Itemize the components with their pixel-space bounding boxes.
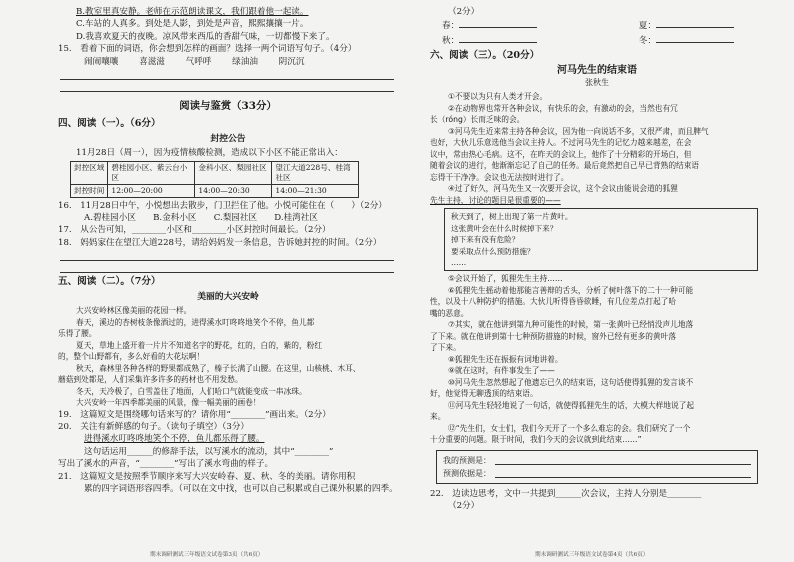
page-footer-left: 期末调研测试三年级语文试卷第3页（共6页） bbox=[150, 552, 264, 558]
q20-question: 20. 关注有新鲜感的句子。（读句子填空）（3分） bbox=[58, 422, 250, 432]
table-cell: 望江大道228号、桂湾社区 bbox=[272, 161, 359, 184]
table-cell: 12:00—20:00 bbox=[108, 184, 195, 197]
passage-line: 也好，大伙儿乐意选他当会议主持人。不过河马先生的记忆力越来越差，在会 bbox=[430, 138, 692, 148]
answer-line[interactable] bbox=[60, 261, 394, 273]
passage-line: 长（róng）长而乏味的会。 bbox=[430, 115, 525, 125]
passage-line: 大兴安岭林区像美丽的花园一样。 bbox=[76, 306, 192, 316]
q18-question: 18. 妈妈家住在望江大道228号，请给妈妈发一条信息，告诉她封控的时间。（2分） bbox=[58, 237, 382, 248]
q16-options: A.碧桂园小区 B.金科小区 C.梨园社区 D.桂湾社区 bbox=[84, 213, 318, 224]
meeting-topic-box bbox=[444, 208, 758, 271]
passage-line: ⑧狐狸先生还在振振有词地讲着。 bbox=[448, 354, 563, 364]
table-cell: 14:00—20:30 bbox=[195, 184, 272, 197]
passage-line: ⑥狐狸先生摇动着他那能言善辩的舌头，分析了树叶落下的二十一种可能 bbox=[448, 285, 694, 295]
q16-question: 16. 11月28日中午，小悦想出去散步，门卫拦住了他。小悦可能住在（ ）（2分） bbox=[58, 200, 387, 211]
right-page bbox=[430, 6, 764, 554]
passage-line: 议中，常由热心毛病。这不，在昨天的会议上，他作了十分精彩的开场白，但 bbox=[430, 149, 692, 159]
passage-line: ⑤会议开始了，狐狸先生主持…… bbox=[448, 274, 563, 284]
passage-body bbox=[430, 91, 764, 206]
passage-line: ⑦其实，就在他讲到第九种可能性的时候，第一张黄叶已经悄没声儿地落 bbox=[448, 320, 694, 330]
passage-line: ①不要以为只有人类才开会。 bbox=[448, 92, 548, 102]
q14-item-c: C.车站的人真多。到处是人影，到处是声音，熙熙攘攘一片。 bbox=[76, 19, 309, 30]
passage-line: 夏天，草地上盛开着一片片不知道名字的野花，红的，白的，紫的，粉红 bbox=[76, 340, 323, 350]
passage-body bbox=[58, 305, 398, 409]
passage-line: 了下来。就在他讲到第十七种预防措施的时候，窗外已经有更多的黄叶落 bbox=[430, 331, 677, 341]
table-cell: 碧桂园小区、紫云台小区 bbox=[108, 161, 195, 184]
left-page bbox=[58, 6, 398, 554]
passage-line: 忘得干干净净。会议也无法按时进行了。 bbox=[430, 172, 569, 182]
passage-line: 蘑菇到处都是，人们采集许多许多的药材也不用发愁。 bbox=[58, 375, 243, 385]
q21-question: 21. 这篇短文是按照季节顺序来写大兴安岭春、夏、秋、冬的美丽。请你用积 bbox=[58, 471, 356, 482]
passage-line: 嘴的恶意。 bbox=[430, 308, 469, 318]
season-answer-row bbox=[430, 18, 764, 32]
table-cell: 金科小区、梨园社区 bbox=[195, 161, 272, 184]
passage-line: 大兴安岭一年四季都美丽的风景，像一幅美丽的画卷！ bbox=[76, 398, 261, 408]
table-cell: 14:00—21:30 bbox=[272, 184, 359, 197]
q15-word-list: 闹闹嚷嚷 喜滋滋 气呼呼 绿油油 阴沉沉 bbox=[84, 56, 305, 67]
section-title: 阅读与鉴赏（33分） bbox=[179, 100, 277, 113]
prediction-input[interactable] bbox=[495, 454, 751, 465]
passage-line: ③河马先生近来常主持各种会议，因为他一向说话不多，又很严肃，而且脾气 bbox=[448, 126, 709, 136]
box-line: …… bbox=[451, 258, 467, 268]
passage-line: 了下来。 bbox=[430, 343, 461, 353]
box-line: 秋天到了，树上出现了第一片黄叶。 bbox=[451, 212, 573, 222]
q14-item-b: B.教室里真安静。老师在示范朗读课文，我们跟着他一起读。 bbox=[76, 7, 309, 17]
q20-sentence: 进得溪水叮咚咚地笑个不停，鱼儿都乐得了腰。 bbox=[84, 434, 265, 445]
passage-line: ⑨就在这时，有件事发生了—— bbox=[448, 366, 555, 376]
summer-answer[interactable]: 夏： bbox=[639, 18, 734, 32]
q21-score: （2分） bbox=[448, 7, 480, 17]
passage-title: 美丽的大兴安岭 bbox=[197, 291, 259, 302]
passage-line: ⑪河马先生轻轻地说了一句话，就使得狐狸先生的话，大模大样地说了起 bbox=[448, 400, 695, 410]
page-footer-right: 期末调研测试三年级语文试卷第4页（共6页） bbox=[535, 552, 649, 558]
q21-question-continued: 累的四字词语形容四季。（可以在文中找，也可以自己积累或自己课外积累的四季。 bbox=[84, 484, 398, 495]
passage-line: 随着会议的进行，他渐渐忘记了自己的任务。最后竟然把自己早已背熟的结束语 bbox=[430, 161, 700, 171]
passage-author: 张秋生 bbox=[585, 78, 609, 88]
passage-title: 河马先生的结束语 bbox=[557, 64, 637, 76]
table-row bbox=[71, 184, 359, 197]
season-answer-row bbox=[430, 33, 764, 47]
box-line: 这张黄叶会在什么时候掉下来？ bbox=[451, 223, 558, 233]
prediction-box bbox=[436, 450, 758, 484]
reading-two-header: 五、阅读（二）。（7分） bbox=[58, 276, 161, 288]
prediction-row: 我的预测是： bbox=[443, 454, 751, 467]
passage-body-continued bbox=[430, 273, 764, 446]
prediction-basis-input[interactable] bbox=[495, 467, 751, 478]
passage-line: ④过了好久，河马先生又一次要开会议，这个会议由能说会道的狐狸 bbox=[448, 184, 678, 194]
passage-line: 十分重要的问题。限于时间，我们今天的会议就到此结束……” bbox=[430, 435, 642, 445]
answer-line[interactable] bbox=[60, 249, 394, 261]
passage-line: 乐得了腰。 bbox=[58, 329, 97, 339]
passage-line: 秋天，森林里各种各样的野果都成熟了，榛子长满了山腰。在这里，山核桃、木耳、 bbox=[76, 363, 361, 373]
autumn-answer[interactable]: 秋： bbox=[442, 33, 537, 47]
passage-line: 春天，溪边的杏树枝条像酒过的，进得溪水叮咚咚地笑个不停，鱼儿都 bbox=[76, 317, 315, 327]
q20-fill-continued: 写出了溪水的声音，“________”写出了溪水弯曲的样子。 bbox=[58, 459, 274, 470]
passage-line: 来。 bbox=[430, 412, 446, 422]
passage-line: ⑫“先生们，女士们，我们今天开了一个多么难忘的会。我们研究了一个 bbox=[448, 423, 691, 433]
passage-line: 的，整个山野都有，多么好看的大花坛啊！ bbox=[58, 352, 205, 362]
reading-one-header: 四、阅读（一）。（6分） bbox=[58, 118, 161, 130]
box-line: 掉下来有没有危险？ bbox=[451, 235, 520, 245]
q14-item-d: D.我喜欢夏天的夜晚。凉风带来西瓜的香甜气味，一切都慢下来了。 bbox=[76, 31, 335, 42]
passage-line: ⑩河马先生忽然想起了他遗忘已久的结束语，这句话使得狐狸的发言谈不 bbox=[448, 377, 694, 387]
q22-question: 22. 边读边思考，文中一共提到______次会议，主持人分别是________ bbox=[430, 488, 702, 499]
passage-line: ②在动物界也常开各种会议，有快乐的会，有激动的会，当然也有冗 bbox=[448, 103, 678, 113]
winter-answer[interactable]: 冬： bbox=[639, 33, 734, 47]
passage-line: 好，他觉得无聊透顶的结束语。 bbox=[430, 389, 538, 399]
table-cell: 封控区域 bbox=[71, 161, 108, 184]
table-row bbox=[71, 161, 359, 184]
notice-title: 封控公告 bbox=[210, 133, 246, 144]
q15-question: 15. 看着下面的词语，你会想到怎样的画面？选择一两个词语写句子。（4分） bbox=[58, 44, 357, 55]
passage-line: 先生主持，讨论的题目是很重要的—— bbox=[430, 195, 561, 205]
answer-line[interactable] bbox=[60, 80, 394, 92]
table-cell: 封控时间 bbox=[71, 184, 108, 197]
q20-fill: 这句话运用______的修辞手法，以写溪水的流动，其中“________” bbox=[84, 446, 334, 457]
q17-question: 17. 从公告可知，________小区和________小区封控时间最长。（2分） bbox=[58, 225, 331, 236]
passage-line: 性，以及十八种防护的措施。大伙儿听得昏昏欲睡，有几位差点打起了哈 bbox=[430, 297, 677, 307]
q22-score: （2分） bbox=[448, 501, 480, 512]
prediction-basis-row: 预测依据是： bbox=[443, 467, 751, 480]
box-line: 要采取点什么预防措施？ bbox=[451, 246, 535, 256]
spring-answer[interactable]: 春： bbox=[442, 18, 537, 32]
answer-line[interactable] bbox=[60, 68, 394, 80]
q19-question: 19. 这篇短文是围绕哪句话来写的？请你用“________”画出来。（2分） bbox=[58, 409, 331, 420]
reading-three-header: 六、阅读（三）。（20分） bbox=[430, 50, 540, 62]
passage-line: 冬天，天冷极了，白雪盖住了地面，人们哈口气就能变成一串冰珠。 bbox=[76, 386, 307, 396]
notice-text: 11月28日（周一），因为疫情核酸检测，造成以下小区不能正常出入： bbox=[76, 148, 343, 159]
notice-table bbox=[70, 161, 359, 198]
